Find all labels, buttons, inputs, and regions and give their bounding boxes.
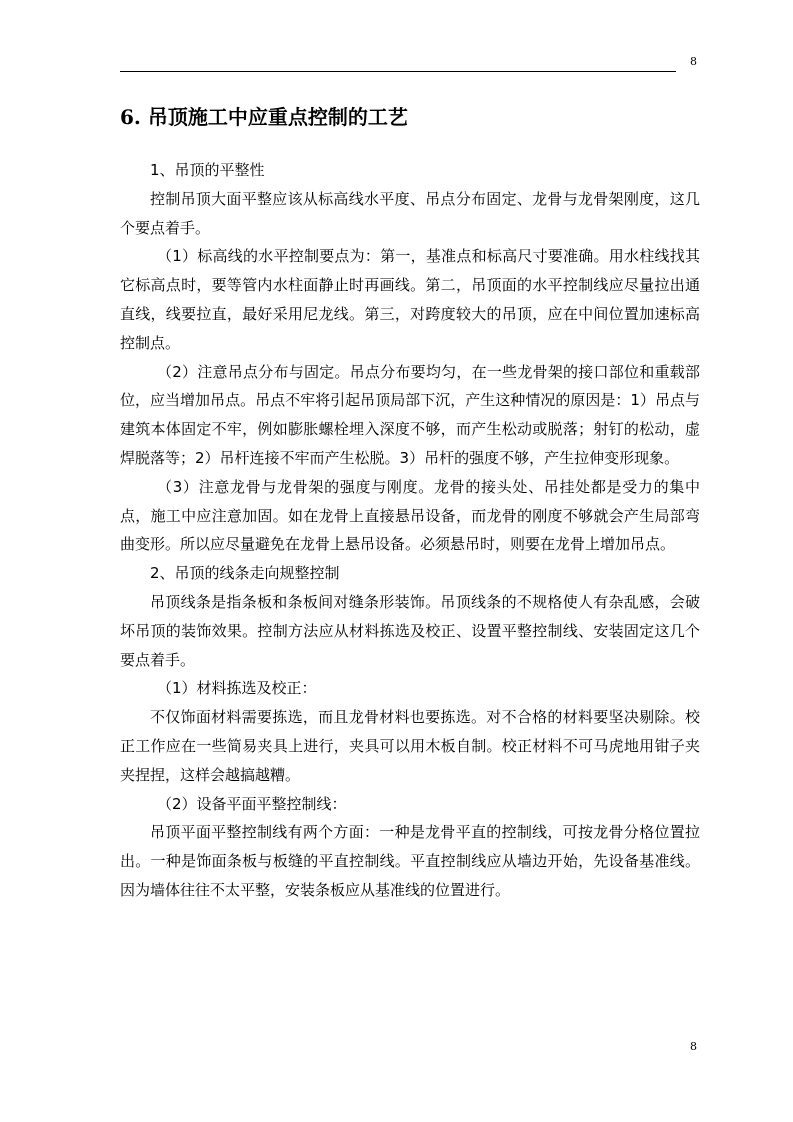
paragraph-level-control: （1）标高线的水平控制要点为：第一，基准点和标高尺寸要准确。用水柱线找其它标高点时，要等管内水柱面静止时再画线。第二，吊顶面的水平控制线应尽量拉出通直线，线要拉直，最好采用尼龙线。第三，对跨度较大的吊顶，应在中间位置加速标高控制点。: [120, 247, 700, 352]
subheading-flatness: 1、吊顶的平整性: [150, 161, 265, 179]
paragraph-control-line: 吊顶平面平整控制线有两个方面：一种是龙骨平直的控制线，可按龙骨分格位置拉出。一种是饰面条板与板缝的平直控制线。平直控制线应从墙边开始，先设备基准线。因为墙体往往不太平整，安装条板应从基准线的位置进行。: [120, 823, 700, 899]
paragraph-material-selection: 不仅饰面材料需要拣选，而且龙骨材料也要拣选。对不合格的材料要坚决剔除。校正工作应在一些简易夹具上进行，夹具可以用木板自制。校正材料不可马虎地用钳子夹夹捏捏，这样会越搞越糟。: [120, 708, 700, 784]
footer-page-number: 8: [690, 1040, 697, 1053]
header-rule: [120, 71, 676, 72]
paragraph-flatness-intro: 控制吊顶大面平整应该从标高线水平度、吊点分布固定、龙骨与龙骨架刚度，这几个要点着手。: [120, 189, 700, 237]
subheading-line-control: 2、吊顶的线条走向规整控制: [150, 564, 340, 583]
paragraph-line-intro: 吊顶线条是指条板和条板间对缝条形装饰。吊顶线条的不规格使人有杂乱感，会破坏吊顶的装饰效果。控制方法应从材料拣选及校正、设置平整控制线、安装固定这几个要点着手。: [120, 592, 700, 669]
paragraph-keel-strength: （3）注意龙骨与龙骨架的强度与刚度。龙骨的接头处、吊挂处都是受力的集中点，施工中应注意加固。如在龙骨上直接悬吊设备，而龙骨的刚度不够就会产生局部弯曲变形。所以应尽量避免在龙骨上悬吊设备。必须悬吊时，则要在龙骨上增加吊点。: [120, 477, 700, 554]
paragraph-hanging-points: （2）注意吊点分布与固定。吊点分布要均匀，在一些龙骨架的接口部位和重载部位，应当增加吊点。吊点不牢将引起吊顶局部下沉，产生这种情况的原因是：1）吊点与建筑本体固定不牢，例如膨胀螺栓埋入深度不够，而产生松动或脱落；射钉的松动，虚焊脱落等；2）吊杆连接不牢而产生松脱。3）吊杆的强度不够，产生拉伸变形现象。: [120, 362, 700, 467]
header-page-number: 8: [690, 55, 697, 68]
body-text: [120, 156, 700, 905]
subheading-material-selection: （1）材料拣选及校正：: [157, 679, 317, 698]
section-heading: 6. 吊顶施工中应重点控制的工艺: [120, 105, 408, 129]
subheading-control-line: （2）设备平面平整控制线：: [157, 794, 347, 813]
